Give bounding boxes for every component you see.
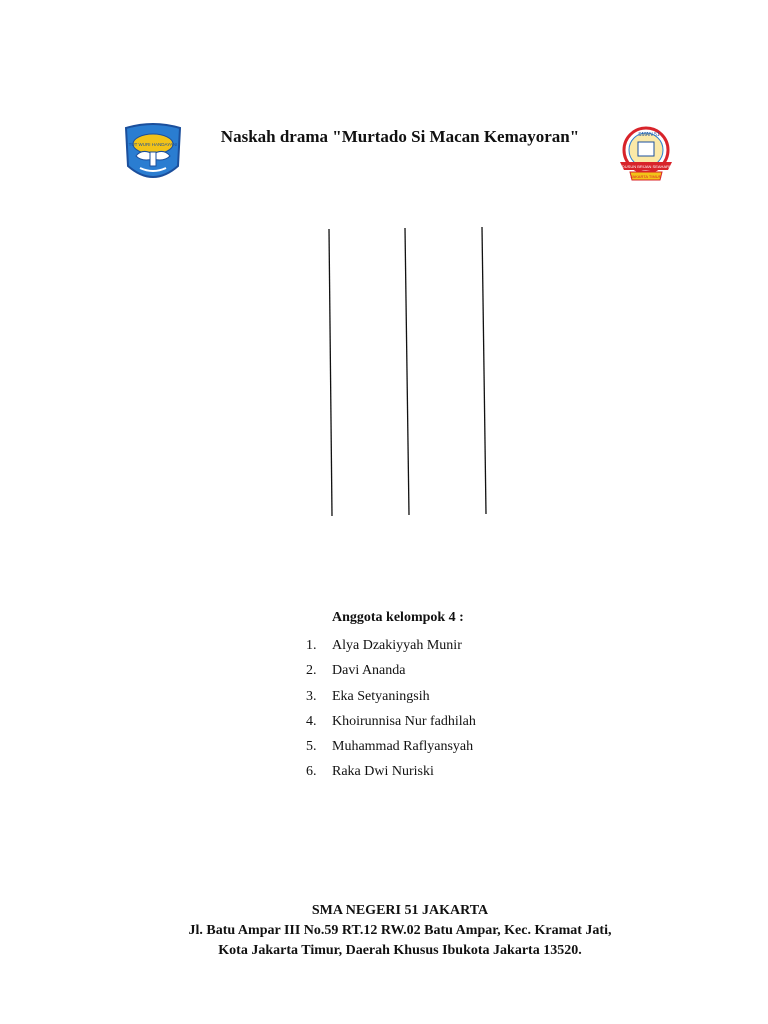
school-footer (100, 901, 700, 961)
members-heading: Anggota kelompok 4 : (332, 610, 464, 625)
member-number: 4. (306, 713, 317, 729)
school-name: SMA NEGERI 51 JAKARTA (311, 903, 489, 918)
member-name: Alya Dzakiyyah Munir (332, 638, 462, 653)
logo-top-text: SMAN 51 (638, 132, 660, 138)
document-title: Naskah drama "Murtado Si Macan Kemayoran" (220, 127, 580, 146)
member-name: Khoirunnisa Nur fadhilah (332, 713, 476, 729)
member-list (306, 633, 606, 785)
sman-51-jakarta-logo (616, 122, 676, 186)
list-item (306, 709, 606, 734)
member-number: 6. (306, 764, 317, 780)
member-number: 3. (306, 688, 317, 704)
logo-bottom-text: JAKARTA TIMUR (630, 174, 662, 179)
list-item (306, 684, 606, 709)
logo-motto: TUT WURI HANDAYANI (128, 142, 178, 147)
vertical-line-3 (482, 227, 486, 514)
member-name: Eka Setyaningsih (332, 688, 430, 704)
list-item (306, 759, 606, 784)
member-number: 1. (306, 638, 317, 653)
member-name: Muhammad Raflyansyah (332, 739, 474, 755)
list-item (306, 633, 606, 658)
member-number: 2. (306, 663, 317, 679)
list-item (306, 658, 606, 683)
vertical-line-2 (405, 228, 409, 515)
vertical-line-1 (329, 229, 332, 516)
tut-wuri-handayani-logo (120, 122, 186, 188)
logo-banner-text: DUSUN BRIJAN SEAHARI (621, 164, 671, 169)
school-address-line-1: Jl. Batu Ampar III No.59 RT.12 RW.02 Batu Ampar, Kec. Kramat Jati, (188, 923, 612, 938)
member-name: Raka Dwi Nuriski (332, 764, 434, 780)
member-name: Davi Ananda (332, 663, 406, 679)
member-number: 5. (306, 739, 317, 755)
list-item (306, 734, 606, 759)
members-section (306, 610, 606, 785)
school-address-line-2: Kota Jakarta Timur, Daerah Khusus Ibukota Jakarta 13520. (218, 943, 582, 958)
